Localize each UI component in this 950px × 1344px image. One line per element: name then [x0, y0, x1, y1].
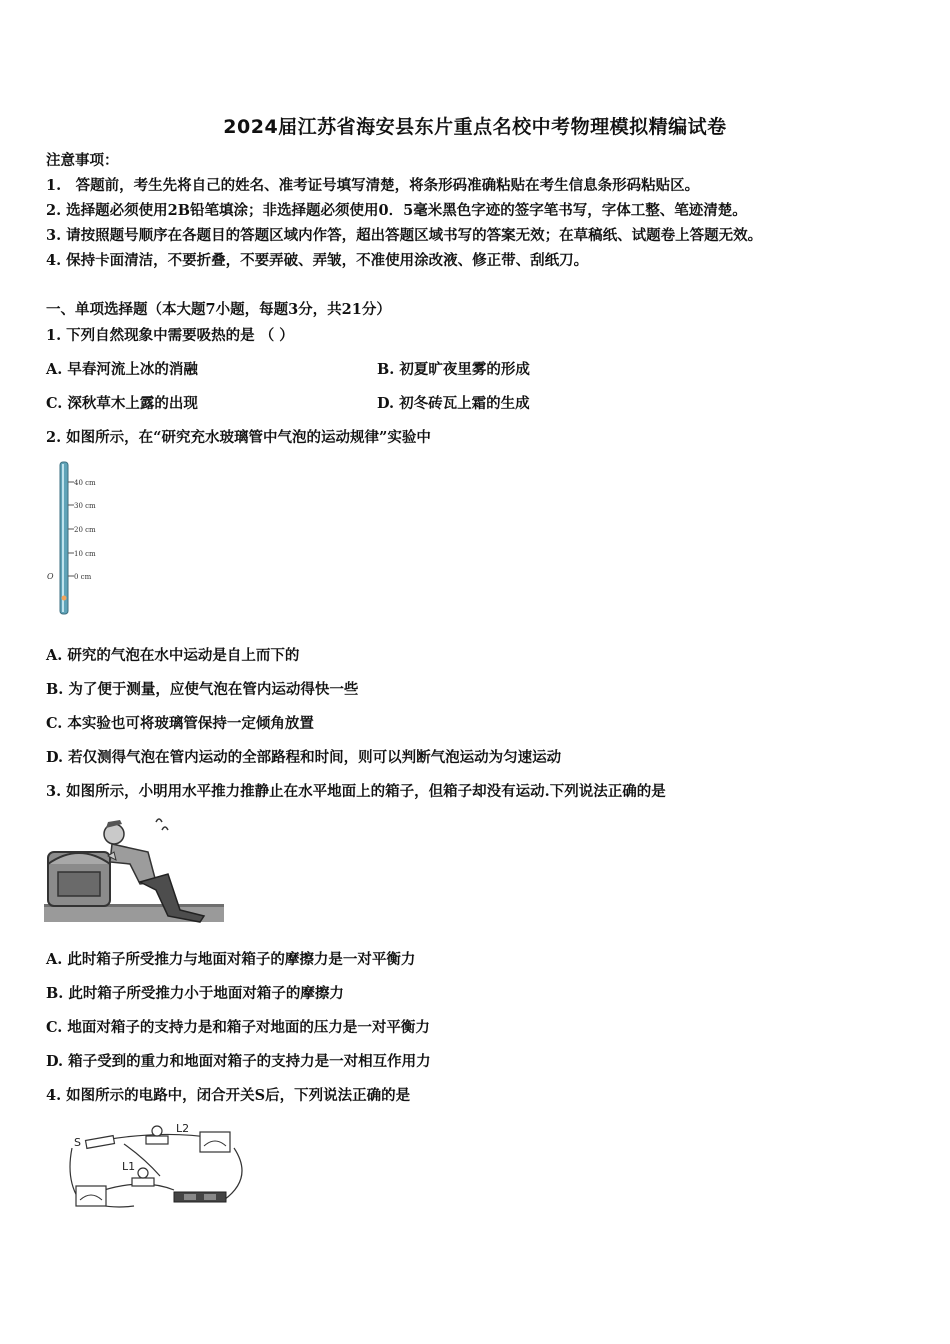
- q3-option-d: D. 箱子受到的重力和地面对箱子的支持力是一对相互作用力: [46, 1053, 431, 1070]
- q3-option-a: A. 此时箱子所受推力与地面对箱子的摩擦力是一对平衡力: [46, 951, 416, 968]
- q3-option-c: C. 地面对箱子的支持力是和箱子对地面的压力是一对平衡力: [46, 1019, 430, 1036]
- q1-option-d: D. 初冬砖瓦上霜的生成: [377, 395, 530, 412]
- glass-tube-figure: [44, 458, 114, 618]
- notice-item-3: 3. 请按照题号顺序在各题目的答题区域内作答，超出答题区域书写的答案无效；在草稿纸、试题卷上答题无效。: [46, 227, 763, 244]
- q2-option-a: A. 研究的气泡在水中运动是自上而下的: [46, 647, 300, 664]
- q2-stem: 2. 如图所示，在“研究充水玻璃管中气泡的运动规律”实验中: [46, 429, 431, 446]
- lamp-l2-base: [146, 1136, 168, 1144]
- switch-label: S: [74, 1136, 81, 1149]
- lamp-l1-base: [132, 1178, 154, 1186]
- lamp-l2-label: L2: [176, 1122, 190, 1135]
- q3-stem: 3. 如图所示，小明用水平推力推静止在水平地面上的箱子，但箱子却没有运动.下列说法正确的是: [46, 783, 666, 800]
- q3-option-b: B. 此时箱子所受推力小于地面对箱子的摩擦力: [46, 985, 344, 1002]
- box-panel: [58, 872, 100, 896]
- lamp-l1-label: L1: [122, 1160, 136, 1173]
- q1-option-a: A. 早春河流上冰的消融: [46, 361, 198, 378]
- pushing-box-figure: [44, 812, 226, 924]
- battery-cell: [184, 1194, 196, 1200]
- notice-item-4: 4. 保持卡面清洁，不要折叠，不要弄破、弄皱，不准使用涂改液、修正带、刮纸刀。: [46, 252, 589, 269]
- notice-item-1: 1. 答题前，考生先将自己的姓名、准考证号填写清楚，将条形码准确粘贴在考生信息条形码粘贴区。: [46, 177, 700, 194]
- tick-label: 20 cm: [74, 526, 96, 534]
- q1-option-c: C. 深秋草木上露的出现: [46, 395, 198, 412]
- page-title: 2024届江苏省海安县东片重点名校中考物理模拟精编试卷: [223, 116, 727, 138]
- notice-item-2: 2. 选择题必须使用2B铅笔填涂；非选择题必须使用0．5毫米黑色字迹的签字笔书写，字体工整、笔迹清楚。: [46, 202, 747, 219]
- section-heading: 一、单项选择题（本大题7小题，每题3分，共21分）: [46, 301, 391, 318]
- tick-label: 30 cm: [74, 502, 96, 510]
- battery-cell: [204, 1194, 216, 1200]
- notice-heading: 注意事项：: [46, 152, 119, 169]
- tick-label: 10 cm: [74, 550, 96, 558]
- q4-stem: 4. 如图所示的电路中，闭合开关S后，下列说法正确的是: [46, 1087, 411, 1104]
- air-bubble: [62, 596, 67, 601]
- tube-highlight: [62, 464, 64, 612]
- lamp-l2: [152, 1126, 162, 1136]
- sweat-mark: [162, 827, 168, 830]
- origin-label: O: [47, 572, 54, 581]
- meter-right: [200, 1132, 230, 1152]
- battery: [174, 1192, 226, 1202]
- boy-body: [110, 844, 156, 884]
- meter-left: [76, 1186, 106, 1206]
- q1-option-b: B. 初夏旷夜里雾的形成: [377, 361, 530, 378]
- tick-label: 40 cm: [74, 479, 96, 487]
- switch: [86, 1136, 115, 1149]
- circuit-figure: [64, 1118, 254, 1214]
- q2-option-d: D. 若仅测得气泡在管内运动的全部路程和时间，则可以判断气泡运动为匀速运动: [46, 749, 562, 766]
- q1-stem: 1. 下列自然现象中需要吸热的是 （ ）: [46, 327, 294, 344]
- wire: [224, 1148, 242, 1200]
- q2-option-c: C. 本实验也可将玻璃管保持一定倾角放置: [46, 715, 314, 732]
- sweat-mark: [156, 819, 162, 822]
- q2-option-b: B. 为了便于测量，应使气泡在管内运动得快一些: [46, 681, 359, 698]
- lamp-l1: [138, 1168, 148, 1178]
- tick-label: 0 cm: [74, 573, 92, 581]
